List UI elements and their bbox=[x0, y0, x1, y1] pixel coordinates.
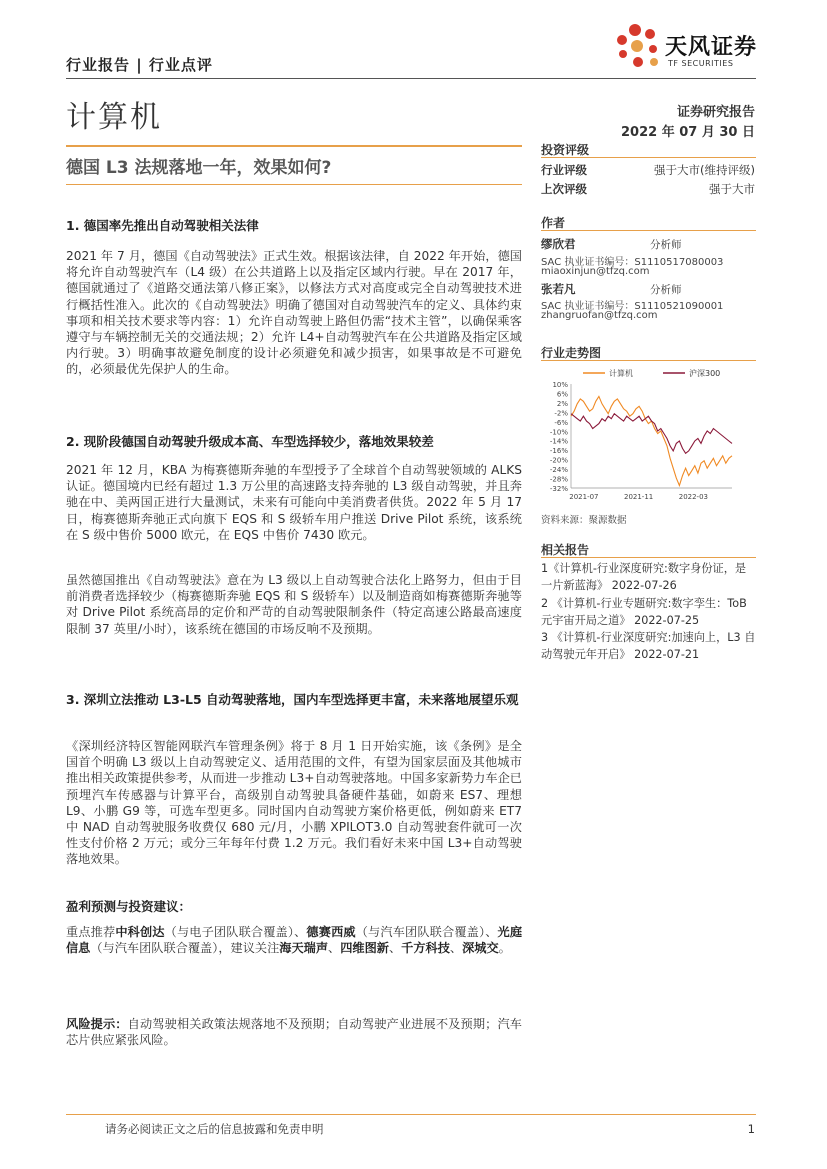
author-role: 分析师 bbox=[650, 284, 682, 296]
related-report-date: 2022-07-21 bbox=[634, 648, 700, 661]
industry-trend-chart bbox=[541, 364, 756, 504]
author-cert: SAC 执业证书编号：S1110521090001 bbox=[541, 301, 724, 312]
rating-heading: 投资评级 bbox=[541, 143, 590, 157]
y-tick-label: 10% bbox=[552, 381, 568, 389]
report-category: 行业报告 | 行业点评 bbox=[66, 56, 213, 74]
related-report[interactable] bbox=[541, 629, 756, 663]
title-divider-top bbox=[66, 145, 522, 147]
y-tick-label: -2% bbox=[554, 409, 568, 418]
related-report-title[interactable]: 1《计算机-行业深度研究:数字身份证，是一片新蓝海》 bbox=[541, 562, 747, 592]
related-report-date: 2022-07-26 bbox=[611, 579, 677, 592]
logo-name: 天风证券 bbox=[665, 35, 758, 60]
y-tick-label: 6% bbox=[556, 390, 568, 399]
risk-warning bbox=[66, 1016, 522, 1048]
author-email[interactable]: zhangruofan@tfzq.com bbox=[541, 310, 658, 321]
section-1-heading: 1. 德国率先推出自动驾驶相关法律 bbox=[66, 218, 259, 233]
series-line bbox=[571, 396, 732, 485]
author-name: 缪欣君 bbox=[541, 237, 576, 251]
title-divider-bottom bbox=[66, 184, 522, 185]
y-tick-label: -32% bbox=[549, 485, 568, 493]
author-role: 分析师 bbox=[650, 239, 682, 251]
section-2-paragraph-1: 2021 年 12 月，KBA 为梅赛德斯奔驰的车型授予了全球首个自动驾驶领域的 ALKS 认证。德国境内已经有超过 1.3 万公里的高速路支持奔驰的 L3 级自动驾驶，并且奔驰在中、美两国正进行大量测试，未来有可能向中美消费者供货。2022 年 5 月 17 日，梅赛德斯奔驰正式向旗下 EQS 和 S 级轿车用户推送 Drive Pilot 系统，该系统在 S 级中售价 5000 欧元，在 EQS 中售价 7430 欧元。 bbox=[66, 463, 522, 542]
stock-pick: 光庭信息 bbox=[66, 925, 523, 956]
investment-text bbox=[66, 924, 522, 956]
investment-text-part: 、 bbox=[449, 941, 463, 956]
author-divider bbox=[541, 230, 756, 231]
investment-text-part: 重点推荐 bbox=[66, 925, 116, 939]
y-tick-label: -24% bbox=[549, 466, 568, 475]
header-divider bbox=[66, 78, 756, 79]
report-type: 证券研究报告 bbox=[676, 105, 755, 120]
y-tick-label: -6% bbox=[554, 418, 568, 427]
y-tick-label: 2% bbox=[556, 399, 568, 408]
stock-watch: 千方科技 bbox=[401, 941, 450, 956]
stock-pick: 中科创达 bbox=[115, 925, 165, 939]
logo-icon bbox=[610, 22, 666, 72]
risk-text: 自动驾驶相关政策法规落地不及预期；自动驾驶产业进展不及预期；汽车芯片供应紧张风险。 bbox=[66, 1017, 522, 1048]
logo-subtitle: TF SECURITIES bbox=[668, 59, 734, 68]
last-rating-label: 上次评级 bbox=[541, 182, 587, 196]
last-rating-value: 强于大市 bbox=[709, 182, 755, 196]
footer-divider bbox=[66, 1114, 756, 1115]
stock-watch: 四维图新 bbox=[340, 941, 389, 956]
investment-text-part: 、 bbox=[328, 941, 341, 956]
investment-text-part: （与汽车团队联合覆盖）、 bbox=[355, 925, 498, 939]
y-tick-label: -16% bbox=[549, 447, 568, 456]
section-1-paragraph: 2021 年 7 月，德国《自动驾驶法》正式生效。根据该法律，自 2022 年开始，德国将允许自动驾驶汽车（L4 级）在公共道路上以及指定区域内行驶。早在 2017 年，德国就通过了《道路交通法第八修正案》，以修法方式对高度或完全自动驾驶技术进行概括性准入。此次的《自动驾驶法》明确了德国对自动驾驶汽车的定义、具体约束事项和相关技术要求等内容：1）允许自动驾驶上路但仍需“技术主管”，以确保乘客遵守与车辆控制无关的交通法规；2）允许 L4+自动驾驶汽车在公共道路及指定区域内行驶。3）明确事故避免制度的设计必须避免和减少损害，如果事故是不可避免的，必须最优先保护人的生命。 bbox=[66, 249, 522, 377]
related-report-date: 2022-07-25 bbox=[634, 614, 700, 627]
trend-divider bbox=[541, 360, 756, 361]
stock-pick: 德赛西威 bbox=[306, 925, 356, 939]
industry-name: 计算机 bbox=[66, 100, 162, 135]
related-divider bbox=[541, 557, 756, 558]
author-heading: 作者 bbox=[541, 216, 566, 230]
y-tick-label: -20% bbox=[549, 456, 568, 465]
risk-label: 风险提示： bbox=[66, 1017, 128, 1031]
industry-rating-value: 强于大市(维持评级) bbox=[654, 163, 755, 177]
author-cert: SAC 执业证书编号：S1110517080003 bbox=[541, 257, 724, 268]
industry-rating-label: 行业评级 bbox=[541, 163, 587, 177]
stock-watch: 海天瑞声 bbox=[279, 941, 329, 956]
y-tick-label: -28% bbox=[549, 475, 568, 484]
investment-text-part: 、 bbox=[388, 941, 402, 956]
footer-disclaimer: 请务必阅读正文之后的信息披露和免责申明 bbox=[105, 1122, 324, 1136]
x-tick-label: 2021-11 bbox=[623, 493, 654, 501]
related-report[interactable] bbox=[541, 595, 756, 629]
x-tick-label: 2022-03 bbox=[678, 493, 708, 501]
investment-text-part: （与电子团队联合覆盖）、 bbox=[164, 925, 307, 939]
author-email[interactable]: miaoxinjun@tfzq.com bbox=[541, 266, 650, 277]
y-tick-label: -14% bbox=[549, 437, 568, 446]
investment-heading: 盈利预测与投资建议： bbox=[66, 899, 192, 914]
investment-text-part: （与汽车团队联合覆盖），建议关注 bbox=[90, 941, 280, 956]
section-3-paragraph: 《深圳经济特区智能网联汽车管理条例》将于 8 月 1 日开始实施，该《条例》是全国首个明确 L3 级以上自动驾驶定义、适用范围的文件，有望为国家层面及其他城市推出相关政策提供参考，从而进一步推动 L3+自动驾驶落地。中国多家新势力车企已预埋汽车传感器与计算平台，高级别自动驾驶具备硬件基础，如蔚来 ES7、理想 L9、小鹏 G9 等，可选车型更多。同时国内自动驾驶方案价格更低，例如蔚来 ET7 中 NAD 自动驾驶服务收费仅 680 元/月，小鹏 XPILOT3.0 自动驾驶套件就可一次性支付价格 2 万元；或分三年每年付费 1.2 万元。我们看好未来中国 L3+自动驾驶落地效果。 bbox=[66, 739, 522, 867]
section-2-heading: 2. 现阶段德国自动驾驶升级成本高、车型选择较少，落地效果较差 bbox=[66, 434, 434, 449]
x-tick-label: 2021-07 bbox=[569, 493, 599, 501]
related-report-title[interactable]: 2 《计算机-行业专题研究:数字孪生：ToB 元宇宙开局之道》 bbox=[541, 597, 747, 627]
rating-divider bbox=[541, 157, 756, 158]
trend-heading: 行业走势图 bbox=[541, 346, 602, 360]
stock-watch: 深城交 bbox=[462, 941, 499, 956]
related-report[interactable] bbox=[541, 560, 756, 594]
legend-label: 沪深300 bbox=[689, 369, 721, 378]
chart-source: 资料来源：聚源数据 bbox=[541, 515, 627, 526]
y-tick-label: -10% bbox=[549, 428, 568, 437]
page-number: 1 bbox=[747, 1122, 755, 1136]
investment-text-part: 。 bbox=[498, 941, 511, 956]
section-3-heading: 3. 深圳立法推动 L3-L5 自动驾驶落地，国内车型选择更丰富，未来落地展望乐观 bbox=[66, 692, 519, 707]
section-2-paragraph-2: 虽然德国推出《自动驾驶法》意在为 L3 级以上自动驾驶合法化上路努力，但由于目前消费者选择较少（梅赛德斯奔驰 EQS 和 S 级轿车）以及制造商如梅赛德斯奔驰等对 Drive Pilot 系统高昂的定价和严苛的自动驾驶限制条件（特定高速公路最高速度限制 37 英里/小时），该系统在德国的市场反响不及预期。 bbox=[66, 573, 522, 636]
author-name: 张若凡 bbox=[541, 282, 576, 296]
related-heading: 相关报告 bbox=[541, 543, 590, 557]
related-report-title[interactable]: 3 《计算机-行业深度研究:加速向上，L3 自动驾驶元年开启》 bbox=[541, 631, 756, 661]
report-date: 2022 年 07 月 30 日 bbox=[621, 125, 755, 140]
legend-label: 计算机 bbox=[609, 369, 633, 378]
company-logo bbox=[610, 22, 666, 72]
series-line bbox=[571, 414, 732, 454]
report-title: 德国 L3 法规落地一年，效果如何? bbox=[66, 158, 332, 178]
